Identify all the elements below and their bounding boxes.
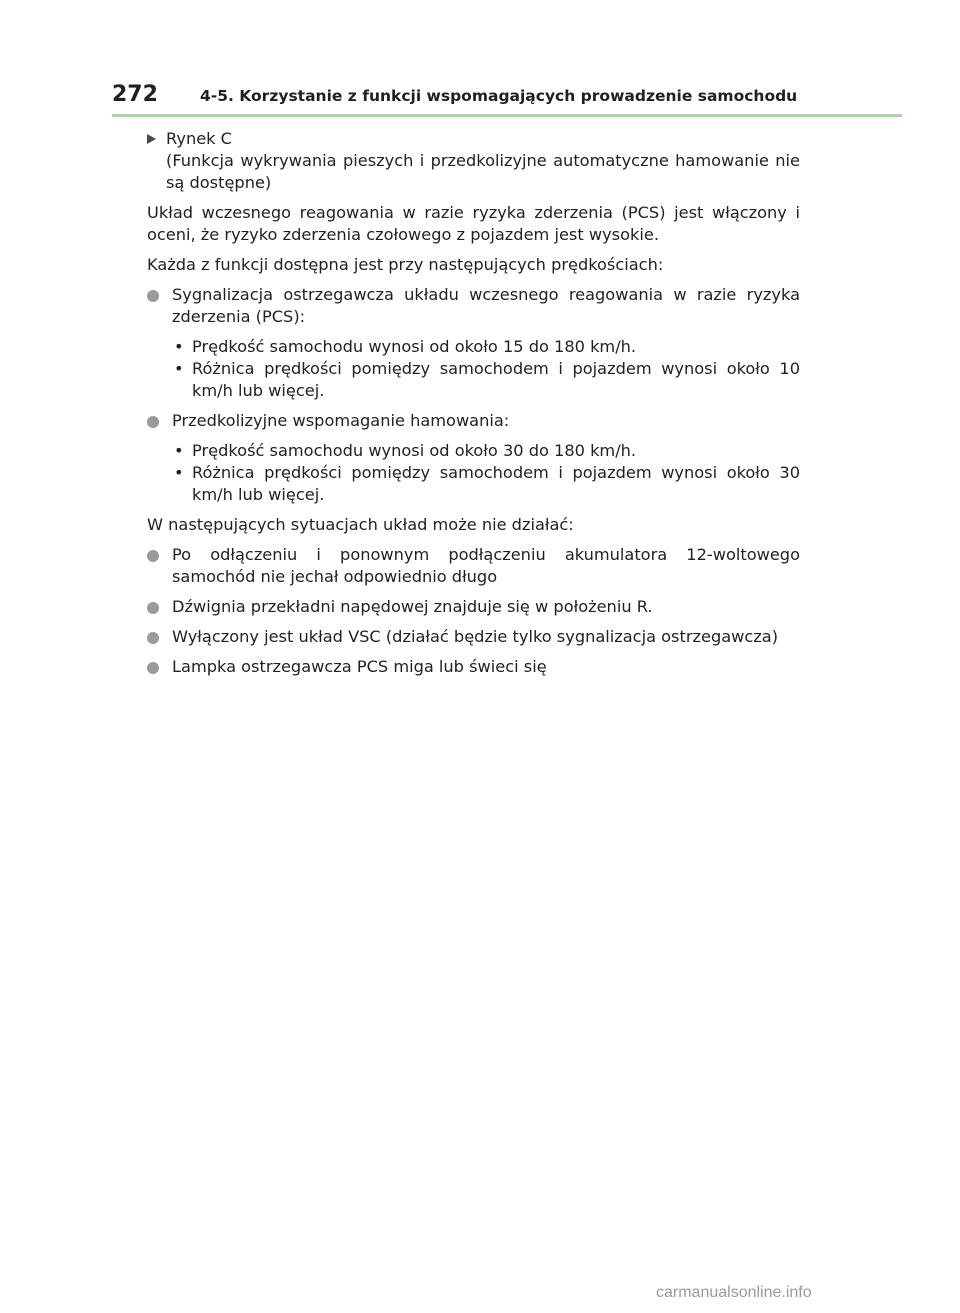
page-content — [147, 128, 800, 686]
market-note: (Funkcja wykrywania pieszych i przedkolizyjne automatyczne hamowanie nie są dostępne) — [166, 151, 800, 192]
triangle-marker-icon — [147, 134, 156, 144]
bullet-dot-icon — [147, 632, 159, 644]
market-label: Rynek C — [166, 129, 232, 148]
feature-title: Przedkolizyjne wspomaganie hamowania: — [172, 411, 510, 430]
bullet-dot-icon — [147, 416, 159, 428]
bullet-dot-icon — [147, 550, 159, 562]
feature-conditions — [147, 336, 800, 402]
feature-item — [147, 410, 800, 432]
condition-item: Po odłączeniu i ponownym podłączeniu akumulatora 12-woltowego samochód nie jechał odpowiednio długo — [147, 544, 800, 588]
condition-item: Lampka ostrzegawcza PCS miga lub świeci się — [147, 656, 800, 678]
feature-item — [147, 284, 800, 328]
feature-title: Sygnalizacja ostrzegawcza układu wczesnego reagowania w razie ryzyka zderzenia (PCS): — [172, 285, 800, 326]
sub-list-item: • Prędkość samochodu wynosi od około 15 do 180 km/h. — [174, 337, 637, 356]
condition-item: Dźwignia przekładni napędowej znajduje się w położeniu R. — [147, 596, 800, 618]
sub-bullet-icon: • — [174, 337, 184, 356]
sub-bullet-icon: • — [174, 441, 184, 460]
page-number: 272 — [112, 82, 158, 107]
sub-list-item: • Prędkość samochodu wynosi od około 30 do 180 km/h. — [174, 441, 637, 460]
bullet-dot-icon — [147, 602, 159, 614]
sub-list-item: • Różnica prędkości pomiędzy samochodem i pojazdem wynosi około 10 km/h lub więcej. — [174, 359, 800, 400]
header-divider — [112, 114, 902, 117]
sub-list-item: • Różnica prędkości pomiędzy samochodem i pojazdem wynosi około 30 km/h lub więcej. — [174, 463, 800, 504]
bullet-dot-icon — [147, 662, 159, 674]
chapter-title: 4-5. Korzystanie z funkcji wspomagających prowadzenie samochodu — [200, 87, 798, 105]
footer-watermark: carmanualsonline.info — [656, 1284, 812, 1301]
market-section — [147, 128, 800, 194]
conditions-intro: W następujących sytuacjach układ może nie działać: — [147, 515, 574, 534]
sub-bullet-icon: • — [174, 463, 184, 482]
speeds-intro: Każda z funkcji dostępna jest przy następujących prędkościach: — [147, 255, 664, 274]
page-header — [112, 82, 902, 116]
bullet-dot-icon — [147, 290, 159, 302]
condition-item: Wyłączony jest układ VSC (działać będzie tylko sygnalizacja ostrzegawcza) — [147, 626, 800, 648]
feature-conditions — [147, 440, 800, 506]
sub-bullet-icon: • — [174, 359, 184, 378]
intro-paragraph: Układ wczesnego reagowania w razie ryzyka zderzenia (PCS) jest włączony i oceni, że ryzyko zderzenia czołowego z pojazdem jest wysokie. — [147, 203, 800, 244]
